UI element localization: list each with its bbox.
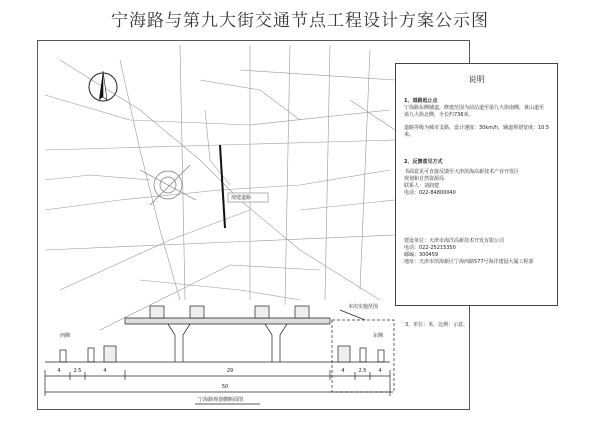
east-label: 东侧 xyxy=(373,333,384,339)
section-2-line: 电话：022-84800040 xyxy=(404,190,456,196)
section-3-line: 建设单位：天津市海洋高新技术开发有限公司 xyxy=(404,238,505,244)
section-2-line: 规划和自然资源局 xyxy=(404,176,445,182)
implementation-range-label: 本次实施范围 xyxy=(348,304,379,310)
notes-section-4: 3、单位：米，比例：示意。 xyxy=(405,322,469,328)
dim-label: 2.5 xyxy=(358,368,367,374)
section-1-line: 道路等级为城市支路，设计速度：30km/h，辅道规划宽度：10.5米。 xyxy=(404,125,550,138)
section-2-line: 联系人：刘润建 xyxy=(404,183,440,189)
page-title: 宁海路与第九大街交通节点工程设计方案公示图 xyxy=(111,11,489,31)
west-label: 西侧 xyxy=(60,333,71,339)
dim-label: 4 xyxy=(378,368,382,374)
section-2-title: 2、反馈意见方式 xyxy=(404,159,443,165)
section-3-line: 地址：天津市滨海新区宁海西路577号海洋建设大厦工程部 xyxy=(404,259,534,265)
section-3-line: 电话：022-25215350 xyxy=(404,245,456,251)
dim-label: 29 xyxy=(226,368,234,374)
dim-label: 4 xyxy=(103,368,107,374)
notes-heading: 说明 xyxy=(468,75,485,84)
section-caption: 宁海路规划横断面图 xyxy=(198,397,244,403)
section-2-line: 书面意见可直接反馈至天津滨海高新技术产业开发区 xyxy=(404,169,520,175)
dim-label: 4 xyxy=(341,368,345,374)
section-1-title: 1、道路起止点 xyxy=(404,98,438,104)
dim-label-total: 50 xyxy=(221,384,229,390)
dim-label: 2.5 xyxy=(73,368,82,374)
section-3-line: 邮编：300459 xyxy=(404,252,439,258)
section-1-line: 宁海路东侧辅道，修建范围为前站道至第九大街南侧，黄山道至 xyxy=(404,105,545,111)
section-1-line: 第九大街北侧，全长约736米。 xyxy=(404,112,474,118)
dim-label: 4 xyxy=(57,368,61,374)
road-label: 现建道路 xyxy=(231,195,252,201)
